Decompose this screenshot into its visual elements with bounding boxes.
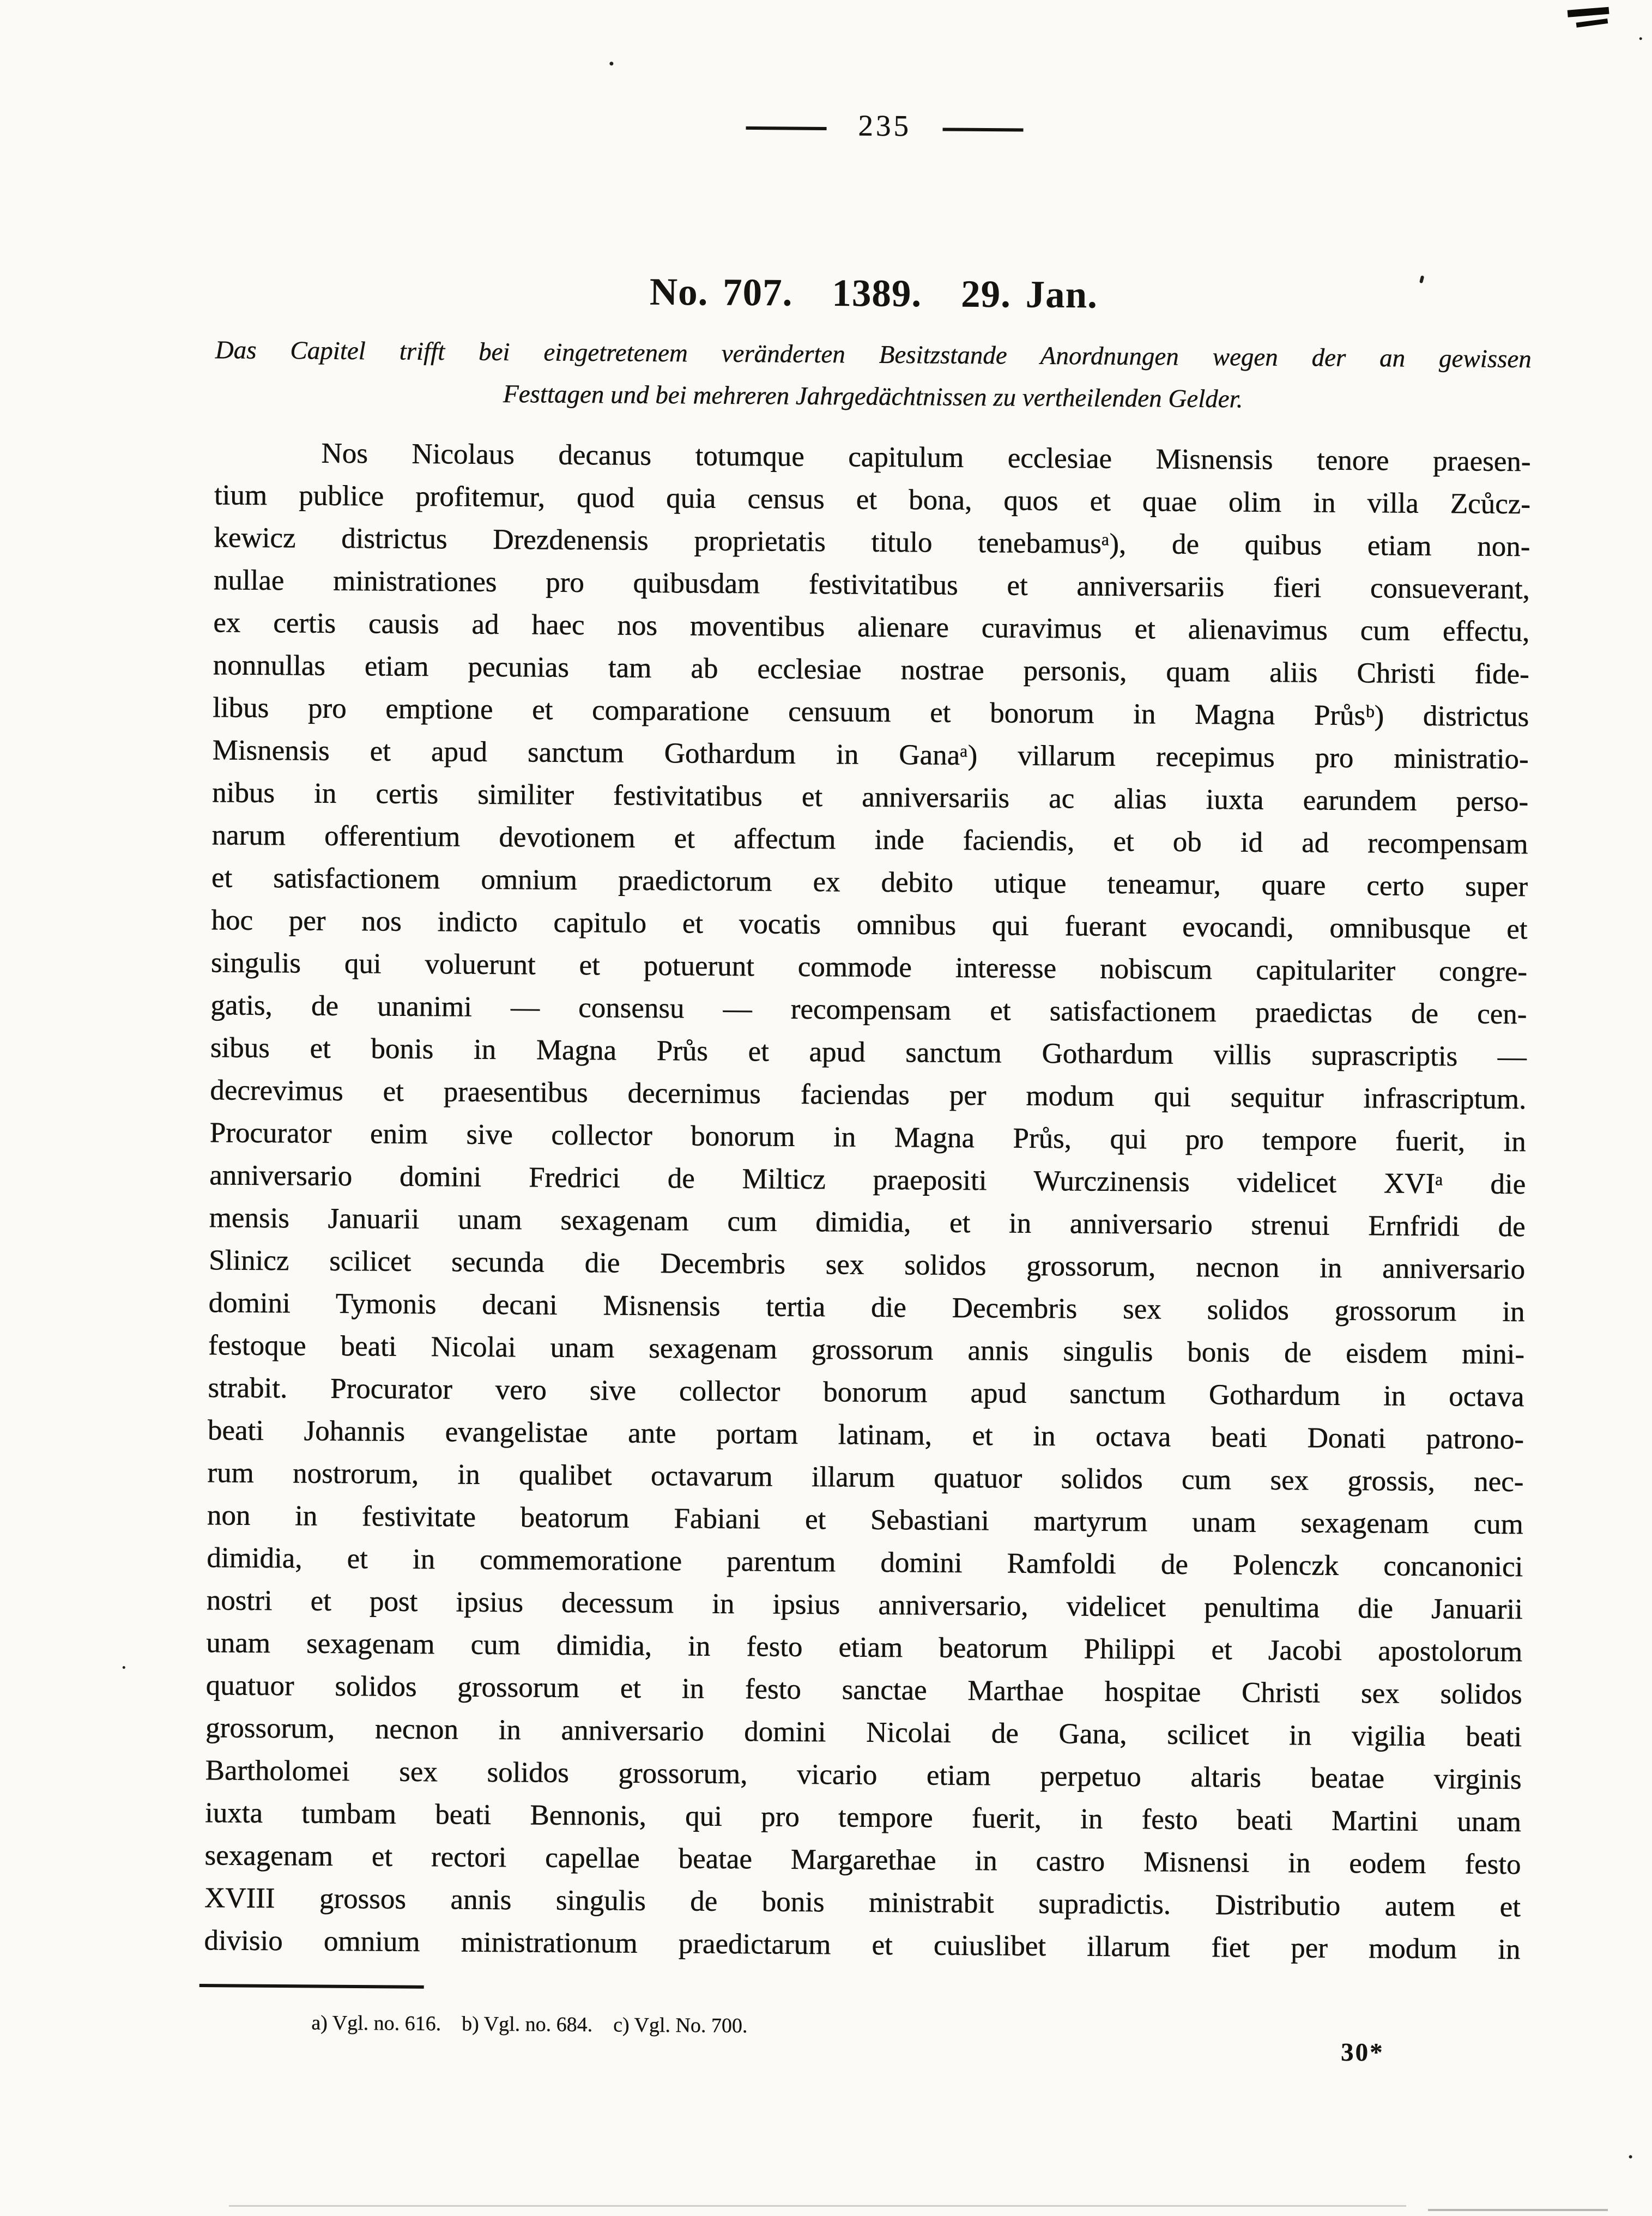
document-body (204, 431, 1531, 1971)
body-line: nullae ministrationes pro quibusdam festivitatibus et anniversariis fieri consueverant, (213, 564, 1530, 605)
body-line: gatis, de unanimi — consensu — recompensam et satisfactionem praedictas de cen- (210, 989, 1527, 1030)
page-number-value: 235 (858, 108, 912, 143)
page-number-rule-left (746, 126, 826, 130)
ink-speck (123, 1666, 125, 1669)
ink-speck (1568, 7, 1609, 17)
ink-speck (1639, 37, 1642, 40)
body-line: festoque beati Nicolai unam sexagenam grossorum annis singulis bonis de eisdem mini- (208, 1329, 1525, 1370)
body-line: domini Tymonis decani Misnensis tertia die Decembris sex solidos grossorum in (208, 1287, 1525, 1328)
body-line: Bartholomei sex solidos grossorum, vicario etiam perpetuo altaris beatae virginis (205, 1754, 1522, 1795)
page-number-rule-right (943, 128, 1024, 131)
footnote-entry: a) Vgl. no. 616. (311, 2011, 441, 2036)
footnote-entry: b) Vgl. no. 684. (461, 2012, 593, 2037)
body-line: Misnensis et apud sanctum Gothardum in Ganaᵃ) villarum recepimus pro ministratio- (212, 734, 1529, 775)
body-line: et satisfactionem omnium praedictorum ex debito utique teneamur, quare certo super (211, 862, 1528, 903)
body-line: Procurator enim sive collector bonorum in Magna Průs, qui pro tempore fuerit, in (209, 1117, 1526, 1158)
body-line: grossorum, necnon in anniversario domini Nicolai de Gana, scilicet in vigilia beati (205, 1712, 1522, 1753)
body-line: Nos Nicolaus decanus totumque capitulum ecclesiae Misnensis tenore praesen- (321, 437, 1531, 477)
document-heading: No. 707. 1389. 29. Jan. (649, 270, 1098, 317)
footnotes (311, 2011, 747, 2038)
body-line: strabit. Procurator vero sive collector bonorum apud sanctum Gothardum in octava (208, 1372, 1524, 1413)
body-line: XVIII grossos annis singulis de bonis ministrabit supradictis. Distributio autem et (204, 1882, 1521, 1923)
body-line: kewicz districtus Drezdenensis proprietatis titulo tenebamusᵃ), de quibus etiam non- (214, 522, 1530, 562)
body-line: nostri et post ipsius decessum in ipsius anniversario, videlicet penultima die Januarii (206, 1584, 1523, 1625)
body-line: unam sexagenam cum dimidia, in festo etiam beatorum Philippi et Jacobi apostolorum (205, 1627, 1523, 1668)
body-line: singulis qui voluerunt et potuerunt commode interesse nobiscum capitulariter congre- (210, 947, 1527, 988)
footnote-entry: c) Vgl. No. 700. (613, 2013, 748, 2038)
document-summary (215, 329, 1532, 422)
body-line: hoc per nos indicto capitulo et vocatis omnibus qui fuerant evocandi, omnibusque et (211, 904, 1528, 945)
body-line: Slinicz scilicet secunda die Decembris sex solidos grossorum, necnon in anniversario (208, 1244, 1526, 1285)
body-line: nibus in certis similiter festivitatibus et anniversariis ac alias iuxta earundem perso- (211, 777, 1529, 818)
body-line: divisio omnium ministrationum praedictarum et cuiuslibet illarum fiet per modum in (204, 1924, 1521, 1965)
body-line: narum offerentium devotionem et affectum inde faciendis, et ob id ad recompensam (211, 819, 1528, 860)
page-number (226, 104, 1542, 147)
body-line: anniversario domini Fredrici de Milticz praepositi Wurczinensis videlicet XVIᵃ die (209, 1159, 1526, 1200)
body-line: dimidia, et in commemoratione parentum domini Ramfoldi de Polenczk concanonici (207, 1542, 1523, 1583)
summary-line: Festtagen und bei mehreren Jahrgedächtnissen zu vertheilenden Gelder. (503, 379, 1243, 414)
body-line: nonnullas etiam pecunias tam ab ecclesiae nostrae personis, quam aliis Christi fide- (213, 649, 1529, 690)
body-line: sibus et bonis in Magna Průs et apud sanctum Gothardum villis suprascriptis — (210, 1032, 1527, 1073)
ink-speck (1576, 19, 1608, 28)
body-line: tium publice profitemur, quod quia census et bona, quos et quae olim in villa Zcůcz- (214, 479, 1530, 520)
body-line: libus pro emptione et comparatione censuum et bonorum in Magna Průsᵇ) districtus (212, 692, 1529, 732)
body-line: iuxta tumbam beati Bennonis, qui pro tempore fuerit, in festo beati Martini unam (204, 1797, 1522, 1838)
body-line: ex certis causis ad haec nos moventibus alienare curavimus et alienavimus cum effectu, (213, 607, 1530, 647)
scanner-edge-artifact (1428, 2209, 1608, 2211)
signature-mark: 30* (1340, 2038, 1384, 2067)
summary-line: Das Capitel trifft bei eingetretenem veränderten Besitzstande Anordnungen wegen der an gewissen (215, 336, 1532, 374)
body-line: quatuor solidos grossorum et in festo sanctae Marthae hospitae Christi sex solidos (205, 1669, 1522, 1710)
body-line: sexagenam et rectori capellae beatae Margarethae in castro Misnensi in eodem festo (204, 1839, 1521, 1880)
ink-speck (609, 62, 613, 65)
body-line: mensis Januarii unam sexagenam cum dimidia, et in anniversario strenui Ernfridi de (209, 1202, 1526, 1243)
ink-speck (1629, 2155, 1632, 2158)
scanner-edge-artifact (229, 2205, 1406, 2207)
body-line: beati Johannis evangelistae ante portam latinam, et in octava beati Donati patrono- (207, 1414, 1524, 1455)
footnote-rule (199, 1984, 424, 1989)
body-line: rum nostrorum, in qualibet octavarum illarum quatuor solidos cum sex grossis, nec- (207, 1457, 1524, 1498)
body-line: non in festivitate beatorum Fabiani et Sebastiani martyrum unam sexagenam cum (207, 1499, 1523, 1540)
body-line: decrevimus et praesentibus decernimus faciendas per modum qui sequitur infrascriptum. (209, 1074, 1527, 1115)
